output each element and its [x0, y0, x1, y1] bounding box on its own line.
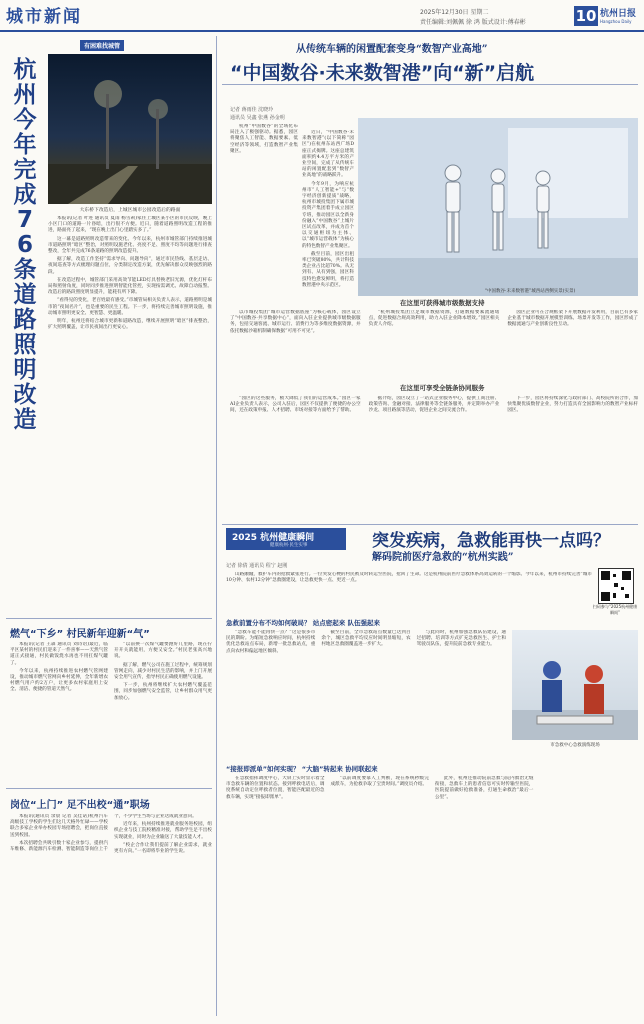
lighting-caption: 大东桥下改造后，上城区城市公园改造后的路面	[79, 208, 181, 213]
health-subheadline: 解码院前医疗急救的“杭州实践”	[372, 552, 514, 563]
port-sub2-body	[230, 396, 638, 520]
paragraph: 据介绍，园区设立了一站式企业服务中心，提供工商注册、政策咨询、金融对接、法律服务等全链条服务，并定期举办产业沙龙、项目路演等活动，促进企业之间交流合作。	[368, 396, 500, 414]
paragraph: 在改造过程中，城管部门采用高效节能LED灯具替换老旧光源，优化灯杆布局和照射角度，同时同步推进照明智能化管控，实现按需调光、故障自动报警。改造后的路段照度明显提升，能耗有所下降。	[48, 277, 212, 296]
street-light-illustration	[48, 54, 212, 204]
paragraph: 山路颠簸，救护车内的抢救紧张进行。一位突发心梗的村民被及时转运至医院，抢回了生命。这是杭州院前医疗急救体系高效运转的一个缩影。今年以来，杭州市持续完善“城市10分钟、农村12分钟”急救圈建设，让急救更快一点、更近一点。	[226, 572, 592, 584]
health-subhead-1: 急救前置分布不均如何破局？ 站点密起来 队伍强起来	[226, 619, 381, 627]
paragraph: “杭州城投集团立足城市数据资源，打通数据要素流通堵点，促进数据合规高效利用，助力入驻企业降本增效。”园区相关负责人介绍。	[368, 310, 500, 328]
paragraph: 截至目前，园区出租率已突破80%，共计科技类企业占比超70%。从无到有、从有到强，园区科技特色愈发鲜明，将打造数智港中央示范区。	[302, 251, 354, 288]
port-photo-caption: “中国数谷·未来数智港”城西站西侧实景(实景)	[484, 289, 576, 294]
health-top-rule	[222, 524, 638, 525]
gas-headline: 燃气“下乡” 村民新年迎新“气”	[10, 629, 150, 640]
paragraph: “校企合作让我们提前了解企业需求，就业更有方向。”一名即将毕业的学生说。	[114, 842, 212, 855]
qr-code-icon	[599, 569, 633, 603]
paragraph: “急救车能不能再快一点？”这是很多市民的期盼。为缩短急救响应时间，杭州持续优化急救站点布局，新增一批急救站点，重点向农村和偏远地区倾斜。	[226, 630, 316, 654]
paper-name: 杭州日报	[600, 9, 637, 19]
date-line: 2025年12月30日 星期二	[420, 9, 489, 16]
port-photo	[358, 118, 638, 296]
health-headline: 突发疾病，急救能再快一点吗？	[372, 531, 610, 551]
health-photo	[512, 630, 638, 740]
gas-divider	[6, 788, 212, 789]
port-lead	[302, 130, 354, 310]
paragraph: 据了解，改造工作坚持“需求导向、问题导向”，通过市民热线、基层走访、夜间巡查等方式梳理问题点位，分类制定改造方案，优先解决群众反映强烈的路段。	[48, 257, 212, 275]
paragraph: 据了解，燃气公司在施工过程中，统筹规划管网走向，减少对村民生活的影响，并上门开展安全用气宣传，指导村民正确使用燃气设施。	[114, 662, 212, 681]
gas-body	[10, 642, 212, 782]
lighting-photo	[48, 54, 212, 204]
paragraph: 近年来，杭州持续推进就业服务进校园，组织企业与技工院校精准对接，帮助学生足不出校实现就业，同时为企业输送了大量技能人才。	[114, 822, 212, 840]
port-headline: “中国数谷·未来数智港”向“新”启航	[230, 62, 535, 84]
port-subhead-2: 在这里可享受全链条协同服务	[400, 384, 485, 392]
paragraph: 本报讯(记者 王森 通讯员 刘诗语)最近，临平区某村的村民们迎来了一件喜事——天然气管道正式接通，村民做饭烧水再也不用扛煤气罐了。	[10, 642, 108, 666]
paragraph: 杭州“中国数谷”的全域化布局注入了极强驱动。据悉，园区将聚焦人工智能、数据要素、低空经济等领域，打造数智产业集聚区。	[230, 124, 298, 154]
health-subhead-2: “接报即派单”如何实现？ “大脑”转起来 协同联起来	[226, 765, 378, 773]
health-logo-sub: 健康杭州·民生实事	[270, 543, 308, 548]
paragraph: 与此同时，杭州加强急救队伍建设，通过招聘、培训等方式扩充急救医生、护士和驾驶员队伍，提升院前急救专业能力。	[416, 630, 506, 648]
jobs-body	[10, 814, 212, 1014]
port-byline-2: 通讯员 吴鑫 张燕 孙金明	[230, 115, 285, 121]
paragraph: 明年，杭州还将结合城市更新和道路改造，继续开展照明“暗区”排查整治，扩大照明覆盖，让市民夜间出行更安心。	[48, 319, 212, 331]
paragraph: 此外，杭州还推动院前急救与院内救治无缝衔接，急救车上的患者信息可实时传输至医院，医院提前做好抢救准备，打通生命救治“最后一公里”。	[435, 776, 534, 800]
port-rule	[222, 84, 638, 85]
paragraph: 以市城投集团“城市运营数据底座”为核心载体，园区设立了“中国数谷·共享数据中心”，面向入驻企业提供城市级数据服务，包括交通客流、城市运行、消费行为等多维度数据资源，并依托数据沙箱机制确保数据“可用不可见”。	[230, 310, 361, 334]
paragraph: 本报讯(记者 叶进 通讯员 夏雨 杨雪莉)家住上城区某小区的市民反映，晚上小区门口的道路一片昏暗，出行很不方便。近日，随着道路照明改造工程的推进，路面亮了起来，“现在晚上出门心里踏实多了。”	[48, 216, 212, 234]
qr-code[interactable]	[598, 568, 634, 604]
paragraph: 今年以来，杭州持续推进农村燃气管网建设，推动城市燃气管网向乡村延伸，全年新增农村燃气用户约2万户，让更多农村家庭用上安全、清洁、便捷的管道天然气。	[10, 668, 108, 693]
port-sub1-body	[230, 310, 638, 378]
port-subhead-1: 在这里可获得城市级数据支持	[400, 299, 485, 307]
paragraph: 本报讯(通讯员 余晨 记者 吴佳诺)杭州汽车高级技工学校的学生们这几天格外忙碌——学校联合多家企业举办校园专场招聘会，把岗位直接送到校园。	[10, 814, 108, 838]
ambulance-drill-illustration	[512, 630, 638, 740]
port-kicker: 从传统车辆的闲置配套变身“数智产业高地”	[296, 44, 488, 55]
editor-line: 责任编辑:刘佩佩 徐 鸿 版式设计:傅春彬	[420, 19, 526, 26]
robots-illustration	[358, 118, 638, 296]
paragraph: “以前调度要靠人工判断，现在系统秒级完成派车，为抢救争取了宝贵时间。”调度员介绍。	[330, 776, 429, 788]
column-divider	[216, 36, 217, 1016]
port-byline-1: 记者 蒋雨佳 沈晓玲	[230, 107, 274, 113]
health-sub2-body	[226, 776, 638, 1016]
paragraph: 这一幕是道路照明改造带来的变化。今年以来，杭州市城管部门持续推进城市道路照明“暗区”整治，对照明设施老化、亮度不足、照度不均等问题进行排查整改，全年共完成76条道路的照明改造提升。	[48, 236, 212, 255]
health-intro	[226, 572, 592, 612]
paper-sub: Hangzhou Daily	[600, 19, 632, 24]
lighting-body	[48, 216, 212, 616]
paragraph: 园区企业可在合规框架下开展数据开发利用，目前已有多家企业基于城市数据开展模型训练、场景开发等工作，园区形成了数据流通与产业创新良性互动。	[507, 310, 638, 328]
paragraph: 下一步，杭州将继续扩大农村燃气覆盖范围，同步加强燃气安全监管，让乡村群众用气更加放心。	[114, 683, 212, 701]
lighting-headline: 杭州今年完成76条道路照明改造	[13, 57, 37, 433]
left-divider	[6, 618, 212, 619]
paragraph: 下一步，园区将持续深化与政府部门、高校院所的合作，加快集聚优质数智企业，努力打造具有全国影响力的数智产业标杆园区。	[507, 396, 638, 414]
health-byline: 记者 徐倩 通讯员 程宁 赵刚	[226, 563, 288, 569]
header-rule	[0, 30, 644, 32]
jobs-headline: 岗位“上门” 足不出校“通”职场	[10, 800, 150, 811]
paragraph: 今年9月，为响应杭州市“人工智能+”与“数字经济创新提质”战略，杭州市城投集团下属市城投资产集团着手成立园区专班，推动园区以全新身份融入“中国数谷”上城片区试点改革，并成为首个以交通枢纽为主体、以“城市运营载体”为核心的特色数智产业集聚区。	[302, 181, 354, 249]
paragraph: 截至目前，全市急救站点数量已达到百余个，城区急救平均反应时间明显缩短，农村地区急救圈覆盖进一步扩大。	[321, 630, 411, 648]
health-photo-caption: 市急救中心急救演练现场	[550, 743, 600, 748]
health-logo: 2025 杭州健康瞬间	[232, 533, 315, 543]
paragraph: 在急救指挥调度中心，大屏上实时显示着全市急救车辆的位置和状态。接到呼救电话后，调度系统自动定位呼救者位置，智能匹配最近的急救车辆，实现“接报即派单”。	[226, 776, 325, 800]
paragraph: 本次招聘会共吸引数十家企业参与，提供汽车维修、新能源汽车检测、智能制造等岗位上千个，不少学生当场与企业达成就业意向。	[10, 814, 197, 853]
port-lead-left	[230, 124, 298, 234]
paragraph: “看得见的变化，老百姓最有感受。”市城管局相关负责人表示，道路照明是城市的“夜间名片”，也是重要的民生工程。下一步，将持续完善城市照明设施，推动城市照明更安全、更智慧、更温暖。	[48, 298, 212, 316]
section-title: 城市新闻	[6, 7, 82, 27]
lighting-kicker: 有困难找城管	[80, 40, 124, 51]
health-sub1-body	[226, 630, 506, 758]
page-number: 10	[575, 7, 597, 25]
paragraph: “园区的这些服务，极大降低了我们的运营成本。”园区一家AI企业负责人表示，公司入驻后，园区不仅提供了便捷的办公空间，还在政策申报、人才招聘、市场对接等方面给予了帮助。	[230, 396, 361, 414]
paragraph: “以前换一次煤气罐要跑好几里路，现在拧开开关就能用，方便又安全。”村民老张高兴地说。	[114, 642, 212, 660]
paragraph: 近日，“中国数谷·未来数智港”(以下简称“园区”)在杭州东站西广场D座正式揭牌。这座总建筑面积约4.4万平方米的产业空间，完成了从传统车站的闲置配套到“数智产业高地”的战略跃升。	[302, 130, 354, 179]
qr-caption: 扫码参与“2025杭州健康瞬间”	[592, 604, 638, 615]
